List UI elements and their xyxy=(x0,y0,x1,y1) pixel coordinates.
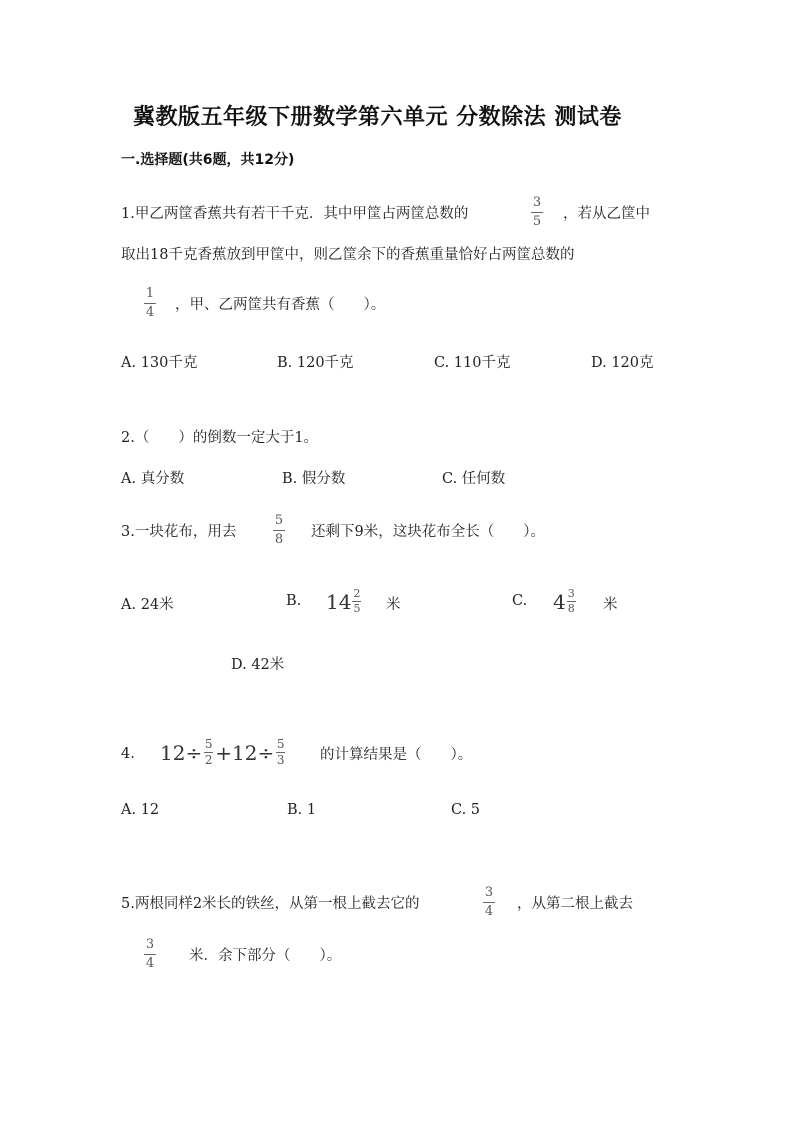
q4-option-b[interactable]: B. 1 xyxy=(287,802,317,818)
fraction-bar xyxy=(144,303,156,304)
q5-fraction-3-4-second xyxy=(144,938,156,971)
q2-option-b[interactable]: B. 假分数 xyxy=(282,471,346,487)
expr-fraction xyxy=(204,738,213,767)
q1-option-d[interactable]: D. 120克 xyxy=(591,355,654,371)
q1-line1-tail: ，若从乙筐中 xyxy=(563,206,650,222)
expr-term: 12 xyxy=(231,740,258,765)
mixed-numerator: 3 xyxy=(567,587,575,600)
mixed-denominator: 8 xyxy=(567,602,575,615)
q1-line1: 1.甲乙两筐香蕉共有若干千克．其中甲筐占两筐总数的 xyxy=(121,206,469,222)
q5-frac1-denominator: 4 xyxy=(484,904,494,919)
expr-fraction xyxy=(276,738,285,767)
plus-sign: + xyxy=(215,740,232,765)
q1-frac1-numerator: 3 xyxy=(532,195,542,210)
q3-option-b-mixed-number xyxy=(326,588,361,615)
mixed-whole: 14 xyxy=(326,589,352,614)
section-heading: 一.选择题(共6题，共12分) xyxy=(121,152,295,168)
q5-frac2-denominator: 4 xyxy=(145,956,155,971)
expr-numerator: 5 xyxy=(204,737,213,751)
q3-option-a[interactable]: A. 24米 xyxy=(121,597,174,613)
q4-option-c[interactable]: C. 5 xyxy=(451,802,481,818)
expr-denominator: 3 xyxy=(276,753,285,767)
q1-fraction-3-5 xyxy=(531,196,543,229)
q5-text-b: ，从第二根上截去 xyxy=(517,896,633,912)
q3-option-c-mixed-number xyxy=(553,588,576,615)
q4-number: 4. xyxy=(121,746,135,762)
q3-option-c-label[interactable]: C. xyxy=(512,593,528,609)
q1-frac1-denominator: 5 xyxy=(532,214,542,229)
expr-denominator: 2 xyxy=(204,753,213,767)
q5-frac1-numerator: 3 xyxy=(484,885,494,900)
fraction-bar xyxy=(483,902,495,903)
q3-text-b: 还剩下9米，这块花布全长（ ）。 xyxy=(311,524,545,540)
q1-line3: ，甲、乙两筐共有香蕉（ ）。 xyxy=(175,297,386,313)
q1-line2: 取出18千克香蕉放到甲筐中，则乙筐余下的香蕉重量恰好占两筐总数的 xyxy=(121,247,575,263)
expr-term: 12 xyxy=(160,740,186,765)
q1-option-a[interactable]: A. 130千克 xyxy=(121,355,198,371)
q3-option-b-unit: 米 xyxy=(386,597,401,613)
q1-option-b[interactable]: B. 120千克 xyxy=(277,355,354,371)
q3-text-a: 3.一块花布，用去 xyxy=(121,524,237,540)
expr-numerator: 5 xyxy=(276,737,285,751)
q4-expression xyxy=(160,738,287,767)
q5-fraction-3-4 xyxy=(483,886,495,919)
divide-sign: ÷ xyxy=(185,740,203,765)
q2-option-c[interactable]: C. 任何数 xyxy=(442,471,506,487)
fraction-bar xyxy=(144,954,156,955)
q3-fraction-5-8 xyxy=(273,514,285,547)
q5-text-a: 5.两根同样2米长的铁丝，从第一根上截去它的 xyxy=(121,896,420,912)
fraction-bar xyxy=(273,530,285,531)
q2-option-a[interactable]: A. 真分数 xyxy=(121,471,185,487)
q3-option-c-unit: 米 xyxy=(603,597,618,613)
q5-text-c: 米．余下部分（ ）。 xyxy=(189,948,342,964)
q1-fraction-1-4 xyxy=(144,287,156,320)
q3-option-d[interactable]: D. 42米 xyxy=(231,657,285,673)
mixed-numerator: 2 xyxy=(353,587,361,600)
q2-text: 2.（ ）的倒数一定大于1。 xyxy=(121,430,319,446)
mixed-fraction xyxy=(567,588,576,615)
q1-option-c[interactable]: C. 110千克 xyxy=(434,355,511,371)
q3-option-b-label[interactable]: B. xyxy=(286,593,302,609)
divide-sign: ÷ xyxy=(257,740,275,765)
fraction-bar xyxy=(531,212,543,213)
page-title: 冀教版五年级下册数学第六单元 分数除法 测试卷 xyxy=(133,105,622,130)
mixed-denominator: 5 xyxy=(353,602,361,615)
mixed-whole: 4 xyxy=(553,589,566,614)
q1-frac2-numerator: 1 xyxy=(145,286,155,301)
q3-frac-numerator: 5 xyxy=(274,513,284,528)
q1-frac2-denominator: 4 xyxy=(145,305,155,320)
q5-frac2-numerator: 3 xyxy=(145,937,155,952)
q3-frac-denominator: 8 xyxy=(274,532,284,547)
q4-text: 的计算结果是（ ）。 xyxy=(320,747,473,763)
q4-option-a[interactable]: A. 12 xyxy=(121,802,160,818)
mixed-fraction xyxy=(352,588,361,615)
